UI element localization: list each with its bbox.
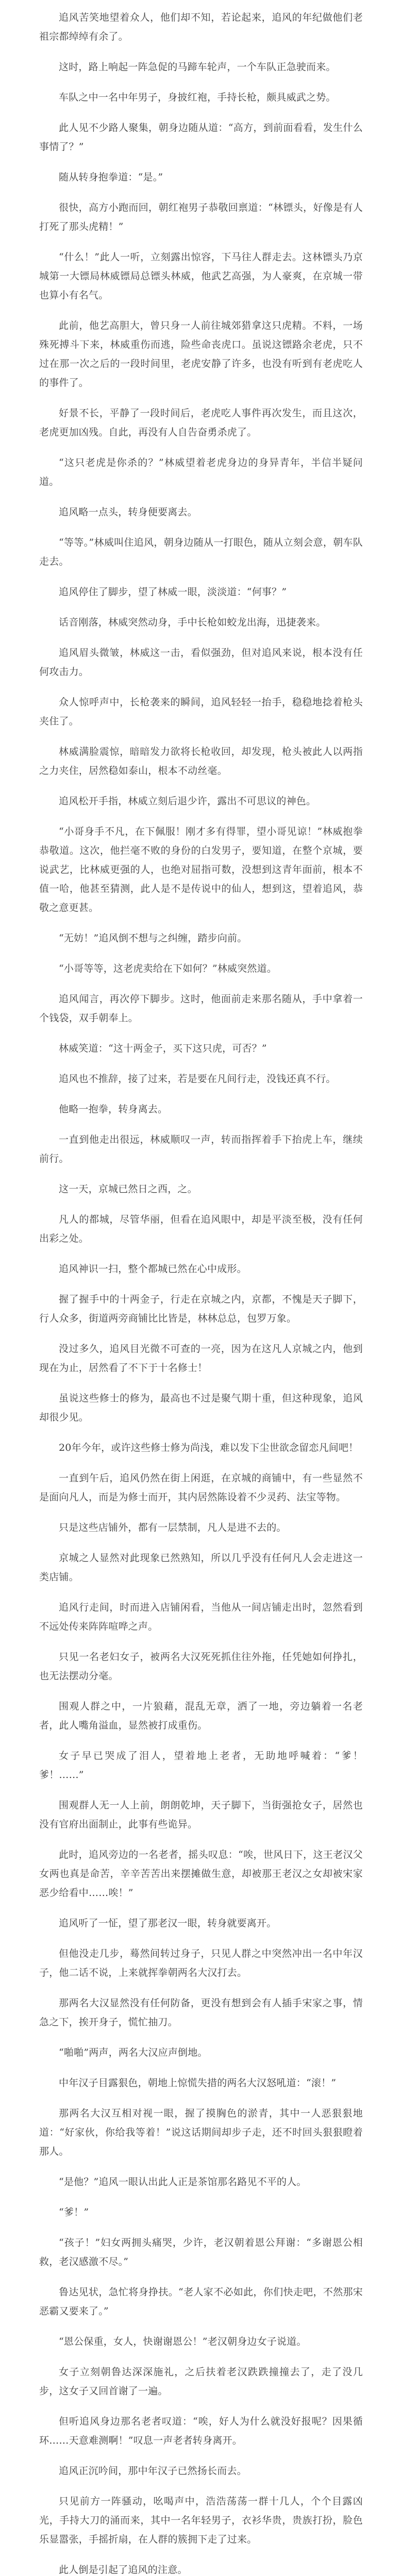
- article-paragraph: 围观人群之中，一片狼藉，混乱无章，洒了一地，旁边躺着一名老者，此人嘴角溢血，显然被打成重伤。: [39, 1701, 363, 1731]
- article-paragraph: 众人惊呼声中，长枪袭来的瞬间，追风轻轻一抬手，稳稳地捻着枪头夹住了。: [39, 697, 363, 727]
- article-paragraph: “无妨！”追风倒不想与之纠缠，踏步向前。: [59, 933, 247, 944]
- article-paragraph: 追风眉头微皱，林威这一击，看似强劲，但对追风来说，根本没有任何攻击力。: [39, 647, 363, 677]
- article-paragraph: 追风松开手指，林威立刻后退少许，露出不可思议的神色。: [59, 795, 316, 807]
- article-paragraph: 女子立刻朝鲁达深深施礼，之后扶着老汉跌跌撞撞去了，走了没几步，这女子又回首谢了一遍。: [39, 2366, 363, 2397]
- article-paragraph: “小哥等等，这老虎卖给在下如何？”林威突然道。: [59, 963, 277, 974]
- article-paragraph: 只是这些店铺外，都有一层禁制，凡人是进不去的。: [59, 1522, 287, 1533]
- article-paragraph: 林威满脸震惊，暗暗发力欲将长枪收回，却发现，枪头被此人以两指之力夹住，居然稳如泰山，根本不动丝毫。: [39, 746, 363, 776]
- article-paragraph: 那两名大汉互相对视一眼，握了摸胸色的淤青，其中一人恶狠狠地道：“好家伙，你给我等着！”说这话期间却步子走，还不时回头狠狠瞪着那人。: [39, 2108, 363, 2157]
- article-paragraph: 但听追风身边那名老者叹道：“唉，好人为什么就没好报呢？因果循环……天意难测啊！”叹息一声老者转身离开。: [39, 2416, 363, 2446]
- article-paragraph: 没过多久，追风目光微不可查的一亮，因为在这凡人京城之内，他到现在为止，居然看了不下于十名修士！: [39, 1343, 363, 1374]
- article-paragraph: 凡人的都城，尽管华丽，但看在追风眼中，却是平淡至极，没有任何出彩之处。: [39, 1214, 363, 1244]
- article-paragraph: 追风正沉吟间，那中年汉子已然扬长而去。: [59, 2465, 247, 2477]
- article-paragraph: 鲁达见状，急忙将身挣扶。“老人家不必如此，你们快走吧，不然那宋恶霸又要来了。”: [39, 2286, 363, 2317]
- article-paragraph: 一直到午后，追风仍然在街上闲逛，在京城的商铺中，有一些显然不是面向凡人，而是为修士而开，其内居然陈设着不少灵药、法宝等物。: [39, 1472, 363, 1503]
- article-paragraph: 这一天，京城已然日之西，之。: [59, 1183, 197, 1195]
- article-paragraph: 女子早已哭成了泪人，望着地上老者，无助地呼喊着：“爹！爹！……”: [39, 1750, 363, 1781]
- article-paragraph: 追风闻言，再次停下脚步。这时，他面前走来那名随从，手中拿着一个钱袋，双手朝奉上。: [39, 993, 363, 1024]
- article-paragraph: 那两名大汉显然没有任何防备，更没有想到会有人插手宋家之事，情急之下，挨开身子，慌忙抽刀。: [39, 1997, 363, 2028]
- article-paragraph: 京城之人显然对此现象已然熟知，所以几乎没有任何凡人会走进这一类店铺。: [39, 1552, 363, 1583]
- article-paragraph: 此时，追风旁边的一名老者，摇头叹息：“唉，世风日下，这王老汉父女两也真是命苦，辛辛苦苦出来摆摊做生意，却被那王老汉之女却被宋家恶少给看中……唉！”: [39, 1849, 363, 1899]
- article-paragraph: 话音刚落，林威突然动身，手中长枪如蛟龙出海，迅捷袭来。: [59, 617, 326, 628]
- article-paragraph: “是他？”追风一眼认出此人正是茶馆那名路见不平的人。: [59, 2176, 307, 2188]
- article-paragraph: 很快，高方小跑而回，朝红袍男子恭敬回禀道：“林镖头，好像是有人打死了那头虎精！”: [39, 202, 363, 232]
- article-paragraph: 林威笑道：“这十两金子，买下这只虎，可否？”: [59, 1043, 267, 1054]
- article-paragraph: 追风停住了脚步，望了林威一眼，淡淡道：“何事？”: [59, 586, 287, 598]
- article-paragraph: 只见一名老妇女子，被两名大汉死死抓住往外拖，任凭她如何挣扎，也无法摆动分毫。: [39, 1651, 363, 1682]
- article-paragraph: 但他没走几步，蓦然间转过身子，只见人群之中突然冲出一名中年汉子，他二话不说，上来就挥拳朝两名大汉打去。: [39, 1948, 363, 1978]
- article-paragraph: “小哥身手不凡，在下佩服！刚才多有得罪，望小哥见谅！”林威抱拳恭敬道。这次，他拦毫不败的身份的白发男子，要知道，在整个京城，要说武艺，比林威更强的人，也绝对屈指可数，没想到这青年面前，根本不值一哈，他甚至猜测，此人是不是传说中的仙人，想到这，望着追风，恭敬之意更甚。: [39, 826, 363, 913]
- article-paragraph: 他略一抱拳，转身离去。: [59, 1104, 168, 1115]
- article-paragraph: 追风神识一扫，整个都城已然在心中成形。: [59, 1263, 247, 1275]
- article-paragraph: “等等。”林威叫住追风，朝身边随从一打眼色，随从立刻会意，朝车队走去。: [39, 537, 363, 567]
- article-paragraph: “这只老虎是你杀的？”林威望着老虎身边的身异青年，半信半疑问道。: [39, 457, 363, 487]
- article-paragraph: 围观群人无一人上前，朗朗乾坤，天子脚下，当街强抢女子，居然也没有官府出面制止，此事有些诡异。: [39, 1800, 363, 1830]
- article-paragraph: 握了握手中的十两金子，行走在京城之内，京都，不愧是天子脚下，行人众多，街道两旁商铺比比皆是，林林总总，包罗万象。: [39, 1294, 363, 1324]
- article-paragraph: “爹！”: [59, 2207, 89, 2218]
- article-paragraph: 这时，路上响起一阵急促的马蹄车轮声，一个车队正急驶而来。: [59, 61, 336, 73]
- article-paragraph: 虽说这些修士的修为，最高也不过是聚气期十重，但这种现象，追风却很少见。: [39, 1393, 363, 1423]
- article-paragraph: 中年汉子目露狠色，朝地上惊慌失措的两名大汉怒吼道：“滚！”: [59, 2077, 337, 2089]
- article-paragraph: 20年今年，或许这些修士修为尚浅，难以发下尘世欲念留恋凡间吧！: [59, 1442, 359, 1453]
- article-paragraph: 车队之中一名中年男子，身披红袍，手持长枪，颇具威武之势。: [59, 92, 336, 103]
- article-paragraph: 随从转身抱拳道：“是。”: [59, 172, 163, 183]
- article-paragraph: 追风行走间，时而进入店铺闲看，当他从一间店铺走出时，忽然看到不远处传来阵阵喧哗之声。: [39, 1602, 363, 1632]
- article-paragraph: 追风也不推辞，接了过来，若是要在凡间行走，没钱还真不行。: [59, 1073, 336, 1084]
- article-paragraph: 此人见不少路人聚集，朝身边随从道：“高方，到前面看看，发生什么事情了？”: [39, 122, 363, 152]
- article-paragraph: “孩子！”妇女两拥头痛哭，少许，老汉朝着恩公拜谢：“多谢恩公相救，老汉感激不尽。”: [39, 2237, 363, 2267]
- article-paragraph: 追风略一点头，转身便要离去。: [59, 506, 197, 518]
- article-paragraph: 一直到他走出很远，林威顺叹一声，转而指挥着手下抬虎上车，继续前行。: [39, 1134, 363, 1164]
- article-paragraph: 此前，他艺高胆大，曾只身一人前往城郊猎拿这只虎精。不料，一场殊死搏斗下来，林威重伤而逃，险些命丧虎口。虽说这镖路余老虎，只不过在那一次之后的一段时间里，老虎安静了许多，也没有听到有老虎吃人的事件了。: [39, 320, 363, 388]
- article-paragraph: “恩公保重，女人，快谢谢恩公！”老汉朝身边女子说道。: [59, 2336, 307, 2347]
- article-paragraph: 此人倒是引起了追风的注意。: [59, 2564, 188, 2575]
- article-paragraph: 追风苦笑地望着众人，他们却不知，若论起来，追风的年纪做他们老祖宗都绰绰有余了。: [39, 12, 363, 42]
- article-paragraph: 好景不长，平静了一段时间后，老虎吃人事件再次发生，而且这次，老虎更加凶残。自此，再没有人自告奋勇杀虎了。: [39, 408, 363, 438]
- article-paragraph: “啪啪”两声，两名大汉应声倒地。: [59, 2047, 208, 2058]
- article-paragraph: 追风听了一怔，望了那老汉一眼，转身就要离开。: [59, 1918, 277, 1929]
- article-paragraph: 只见前方一阵骚动，吆喝声中，浩浩荡荡一群十几人，个个目露凶光，手持大刀的涌而来，其中一名年轻男子，衣衫华贵，贵族打扮，脸色乐显嚣张，手摇折扇，在人群的簇拥下走了过来。: [39, 2496, 363, 2545]
- article-paragraph: “什么！”此人一听，立刻露出惊容，下马往人群走去。这林镖头乃京城第一大镖局林威镖局总镖头林威，他武艺高强，为人豪爽，在京城一带也算小有名气。: [39, 251, 363, 301]
